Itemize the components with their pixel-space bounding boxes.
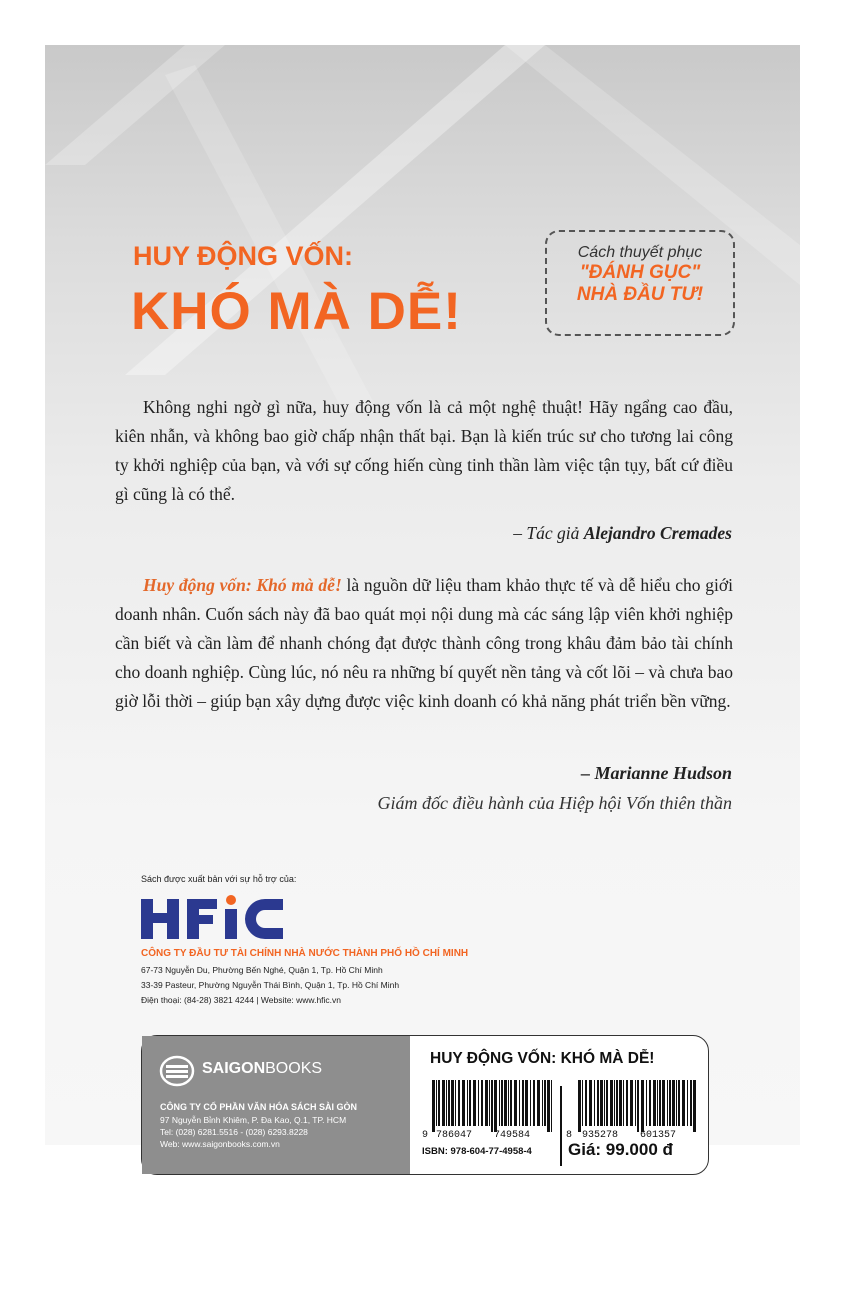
tagline-line-3: NHÀ ĐẦU TƯ! [576, 284, 704, 305]
attribution-prefix: – Tác giả [513, 523, 584, 543]
hfic-logo [141, 893, 301, 943]
quote-marianne-name: – Marianne Hudson [580, 763, 732, 783]
isbn-text: ISBN: 978-604-77-4958-4 [422, 1146, 532, 1157]
quote-marianne-text: là nguồn dữ liệu tham khảo thực tế và dễ hiểu cho giới doanh nhân. Cuốn sách này đã bao quát mọi nội dung mà các sáng lập viên khởi nghiệp cần biết và cần làm để nhanh chóng đạt được thành công trong khâu đảm bảo tài chính cho doanh nghiệp. Cùng lúc, nó nêu ra những bí quyết nền tảng và cốt lõi – và chưa bao giờ lỗi thời – giúp bạn xây dựng được việc kinh doanh có khả năng phát triển bền vững. [115, 575, 733, 711]
publisher-company: CÔNG TY CỔ PHẦN VĂN HÓA SÁCH SÀI GÒN [160, 1102, 358, 1112]
sponsor-address-1: 67-73 Nguyễn Du, Phường Bến Nghé, Quận 1, Tp. Hồ Chí Minh [141, 965, 383, 975]
attribution-name: Alejandro Cremades [583, 523, 732, 543]
tagline-line-2: "ĐÁNH GỤC" [579, 262, 701, 283]
sponsor-label: Sách được xuất bản với sự hỗ trợ của: [141, 874, 297, 884]
publisher-info [142, 1036, 410, 1174]
ean-digits-left: 935278 [582, 1130, 619, 1141]
sponsor-address-2: 33-39 Pasteur, Phường Nguyễn Thái Bình, Quận 1, Tp. Hồ Chí Minh [141, 980, 400, 990]
publisher-web: Web: www.saigonbooks.com.vn [160, 1139, 280, 1149]
isbn-barcode [430, 1080, 556, 1132]
title-small: HUY ĐỘNG VỐN: [133, 241, 354, 271]
barcode-book-title: HUY ĐỘNG VỐN: KHÓ MÀ DỄ! [430, 1050, 655, 1067]
publisher-panel [141, 1035, 709, 1175]
publisher-tel: Tel: (028) 6281.5516 - (028) 6293.8228 [160, 1127, 308, 1137]
isbn-digit-prefix: 9 [422, 1130, 429, 1141]
barcode-divider [560, 1086, 562, 1166]
back-cover [45, 45, 800, 1159]
tagline-box [545, 230, 735, 336]
brand-bold: SAIGON [202, 1060, 266, 1077]
ean-barcode [576, 1080, 702, 1132]
isbn-digits-right: 749584 [494, 1130, 531, 1141]
publisher-address: 97 Nguyễn Bỉnh Khiêm, P. Đa Kao, Q.1, TP. HCM [160, 1115, 347, 1125]
book-title-emphasis: Huy động vốn: Khó mà dễ! [143, 575, 342, 595]
sponsor-company: CÔNG TY ĐẦU TƯ TÀI CHÍNH NHÀ NƯỚC THÀNH PHỐ HỒ CHÍ MINH [141, 948, 469, 959]
quote-marianne [115, 571, 733, 716]
saigonbooks-logo-icon [160, 1056, 194, 1086]
brand-light: BOOKS [265, 1060, 323, 1077]
quote-marianne-role: Giám đốc điều hành của Hiệp hội Vốn thiên thần [377, 793, 732, 813]
quote-alejandro-attribution [513, 523, 732, 544]
publisher-brand [202, 1060, 322, 1078]
sponsor-contact: Điện thoại: (84-28) 3821 4244 | Website: www.hfic.vn [141, 995, 342, 1005]
price: Giá: 99.000 đ [568, 1140, 673, 1159]
tagline-line-1: Cách thuyết phục [577, 244, 703, 261]
isbn-digits-left: 786047 [436, 1130, 473, 1141]
ean-digit-prefix: 8 [566, 1130, 573, 1141]
ean-digits-right: 601357 [640, 1130, 677, 1141]
title-big: KHÓ MÀ DỄ! [131, 282, 462, 341]
quote-alejandro: Không nghi ngờ gì nữa, huy động vốn là cả một nghệ thuật! Hãy ngẩng cao đầu, kiên nhẫn, và không bao giờ chấp nhận thất bại. Bạn là kiến trúc sư cho tương lai công ty khởi nghiệp của bạn, và với sự cống hiến cùng tinh thần làm việc tận tụy, bất cứ điều gì cũng là có thể. [115, 397, 733, 504]
